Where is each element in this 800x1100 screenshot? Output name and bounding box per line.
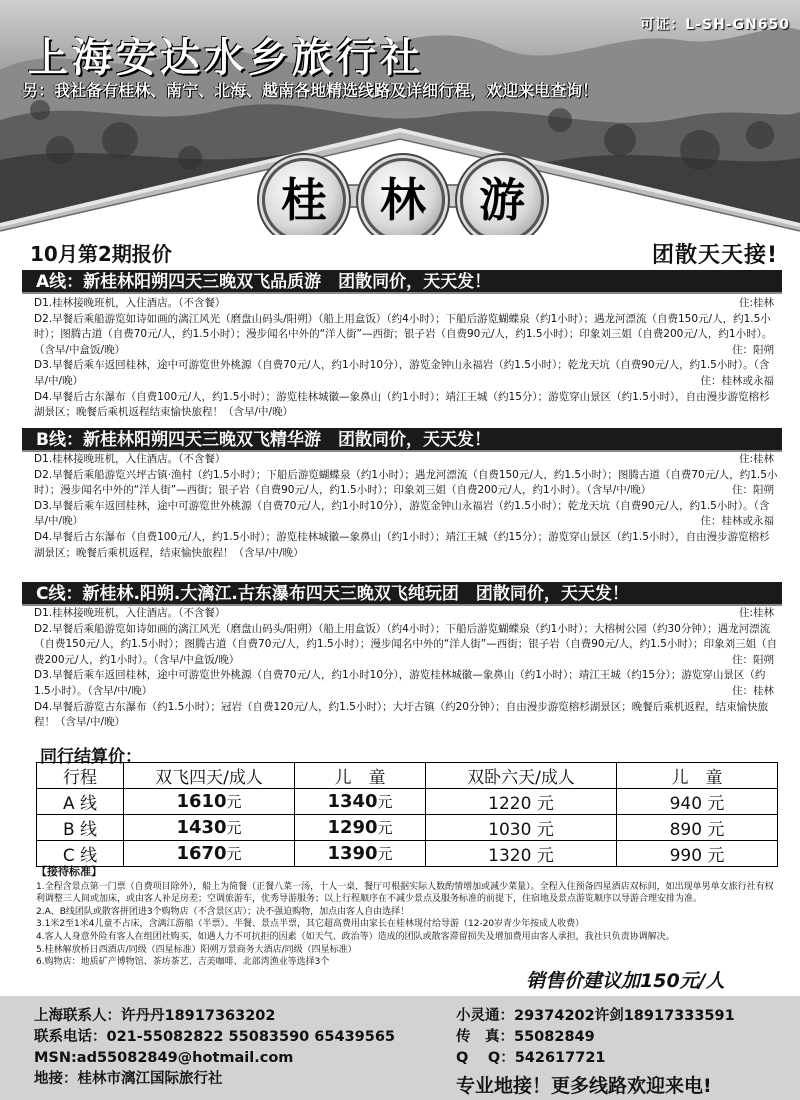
contact-phone: 联系电话：021-55082822 55083590 65439565 <box>34 1029 396 1045</box>
header-notice: 另：我社备有桂林、南宁、北海、越南各地精选线路及详细行程，欢迎来电查询！ <box>22 81 599 100</box>
contact-left <box>34 1006 395 1090</box>
price-cell: 1220 元 <box>426 789 617 815</box>
price-cell: 1290元 <box>295 815 426 841</box>
price-row-a <box>37 789 778 815</box>
period-label: 10月第2期报价 <box>30 242 172 266</box>
price-cell: 1030 元 <box>426 815 617 841</box>
route-b-title: B线：新桂林阳朔四天三晚双飞精华游 团散同价，天天发！ <box>22 428 782 452</box>
route-c-day-1: D1.桂林接晚班机，入住酒店。（不含餐） 住:桂林 <box>34 607 774 619</box>
service-terms <box>36 866 776 969</box>
price-title: 同行结算价： <box>40 747 142 767</box>
route-b-day-1: D1.桂林接晚班机，入住酒店。（不含餐） 住:桂林 <box>34 453 774 465</box>
route-c-day-4: D4.早餐后游览古东瀑布（约1.5小时）；冠岩（自费120元/人，约1.5小时）；大圩古镇（约20分钟）；自由漫步游览榕杉湖景区；晚餐后乘机返程，结束愉快旅程！（含早/中/晚） <box>34 700 769 729</box>
price-cell: 1340元 <box>295 789 426 815</box>
route-b-day-2: D2.早餐后乘船游览兴坪古镇·渔村（约1.5小时）；下船后游览蝴蝶泉（约1小时）；遇龙河漂流（自费150元/人，约1.5小时）；图腾古道（自费70元/人，约1.5小时）；漫步闻名中外的“洋人街”—西街；银子岩（自费90元/人，约1.5小时）；印象刘三姐（自费200元/人，约1小时）。（含早/中/晚） 住：阳朔 <box>34 468 778 497</box>
contact-phs: 小灵通：29374202许剑18917333591 <box>456 1008 735 1024</box>
route-a-day-1: D1.桂林接晚班机，入住酒店。（不含餐） 住:桂林 <box>34 297 774 309</box>
price-route: C 线 <box>37 841 124 867</box>
route-a-day-4: D4.早餐后古东瀑布（自费100元/人，约1.5小时）；游览桂林城徽—象鼻山（约1小时）；靖江王城（约15分）；游览穿山景区（约1.5小时），自由漫步游览榕杉湖景区；晚餐后乘机返程结束愉快旅程！（含早/中/晚） <box>34 390 770 419</box>
price-table <box>36 762 778 867</box>
header-train-adult: 双卧六天/成人 <box>426 763 617 789</box>
price-route: B 线 <box>37 815 124 841</box>
terms-line-2: 2.A、B线团队或散客拼团进3个购物店（不含景区店）；决不强迫购物，加点由客人自由选择！ <box>36 906 410 917</box>
terms-line-5: 5.桂林解放桥日西酒店/同级（四星标准）阳朔万景商务大酒店/同级（四星标准） <box>36 944 357 955</box>
title-char-2: 林 <box>361 158 445 235</box>
route-b-day-3: D3.早餐后乘车返回桂林，途中可游览世外桃源（自费70元/人，约1小时10分），游览金钟山永福岩（约1.5小时）；乾龙天坑（自费90元/人，约1.5小时）。（含早/中/晚） 住：桂林或永福 <box>34 499 774 528</box>
terms-heading: 【接待标准】 <box>36 865 102 878</box>
route-a-itinerary <box>34 296 778 421</box>
contact-qq: Q Q：542617721 <box>456 1050 606 1066</box>
route-c-day-2: D2.早餐后乘船游览如诗如画的漓江风光（磨盘山码头/阳朔）（船上用盒饭）（约4小时）；下船后游览蝴蝶泉（约1小时）；大榕树公园（约30分钟）；遇龙河漂流（自费150元/人，约1.5小时）；图腾古道（自费70元/人，约1.5小时）；漫步闻名中外的“洋人街”—西街；银子岩（自费90元/人，约1.5小时）；印象刘三姐（自费200元/人，约1小时）。（含早/中盒饭/晚） 住：阳朔 <box>34 622 778 666</box>
route-b-day-4: D4.早餐后古东瀑布（自费100元/人，约1.5小时）；游览桂林城徽—象鼻山（约1小时）；靖江王城（约15分）；游览穿山景区（约1.5小时），自由漫步游览榕杉湖景区；晚餐后乘机返程，结束愉快旅程！（含早/中/晚） <box>34 530 770 559</box>
route-c-day-3: D3.早餐后乘车返回桂林，途中可游览世外桃源（自费70元/人，约1小时10分），游览桂林城徽—象鼻山（约1小时）；靖江王城（约15分）；游览穿山景区（约1.5小时）。（含早/中/晚） 住：桂林 <box>34 669 774 697</box>
price-route: A 线 <box>37 789 124 815</box>
contact-fax: 传 真：55082849 <box>456 1029 595 1045</box>
contact-right <box>456 1006 735 1069</box>
price-cell: 890 元 <box>617 815 778 841</box>
terms-line-1: 1.全程含景点第一门票（自费项目除外），船上为简餐（正餐八菜一汤，十人一桌，餐厅可根据实际人数酌情增加或减少菜量）。全程入住预备四星酒店双标间，如出现单男单女旅行社有权利调整三人间或加床，或由客人补足房差；空调旅游车，优秀导游服务；以上行程顺序在不减少景点及服务标准的前提下，住宿地及景点游览顺序以导游合理安排为准。 <box>36 881 774 905</box>
contact-msn: MSN:ad55082849@hotmail.com <box>34 1050 294 1066</box>
price-row-c <box>37 841 778 867</box>
header-train-child: 儿 童 <box>617 763 778 789</box>
price-cell: 1670元 <box>124 841 295 867</box>
terms-line-6: 6.购物店：地质矿产博物馆、茶坊茶艺、吉美咖啡、北部湾渔业等选择3个 <box>36 957 330 968</box>
contact-local-agency: 地接：桂林市漓江国际旅行社 <box>34 1071 223 1087</box>
price-cell: 1610元 <box>124 789 295 815</box>
route-b-itinerary <box>34 452 778 561</box>
price-cell: 1390元 <box>295 841 426 867</box>
price-cell: 990 元 <box>617 841 778 867</box>
route-c-title: C线：新桂林.阳朔.大漓江.古东瀑布四天三晚双飞纯玩团 团散同价，天天发！ <box>22 582 782 606</box>
price-row-b <box>37 815 778 841</box>
price-cell: 1430元 <box>124 815 295 841</box>
title-char-1: 桂 <box>262 158 346 235</box>
route-a-day-3: D3.早餐后乘车返回桂林，途中可游览世外桃源（自费70元/人，约1小时10分），游览金钟山永福岩（约1.5小时）；乾龙天坑（自费90元/人，约1.5小时）。（含早/中/晚） 住：桂林或永福 <box>34 359 774 387</box>
header-banner <box>0 0 800 235</box>
daily-departure-label: 团散天天接! <box>651 243 778 268</box>
route-c-itinerary <box>34 606 778 731</box>
route-a-day-2: D2.早餐后乘船游览如诗如画的漓江风光（磨盘山码头/阳朔）（船上用盒饭）（约4小时）；下船后游览蝴蝶泉（约1小时）；遇龙河漂流（自费150元/人，约1.5小时）；图腾古道（自费70元/人，约1.5小时）；漫步闻名中外的“洋人街”—西街；银子岩（自费90元/人，约1.5小时）；印象刘三姐（自费200元/人，约1小时）。（含早/中盒饭/晚） 住：阳朔 <box>34 312 774 356</box>
agency-name: 上海安达水乡旅行社 <box>28 35 424 81</box>
route-a-title: A线：新桂林阳朔四天三晚双飞品质游 团散同价，天天发！ <box>22 270 782 294</box>
contact-person: 上海联系人：许丹丹18917363202 <box>34 1008 276 1024</box>
header-route: 行程 <box>37 763 124 789</box>
price-cell: 940 元 <box>617 789 778 815</box>
header-flight-adult: 双飞四天/成人 <box>124 763 295 789</box>
slogan: 专业地接！更多线路欢迎来电! <box>456 1075 712 1097</box>
price-header-row <box>37 763 778 789</box>
header-flight-child: 儿 童 <box>295 763 426 789</box>
price-cell: 1320 元 <box>426 841 617 867</box>
terms-line-4: 4.客人人身意外险有客人在组团社购买，如遇人力不可抗拒的因素（如天气、政治等）造成的团队或散客滞留损失及增加费用由客人承担，我社只负责协调解决。 <box>36 931 675 942</box>
license-number: 可证：L-SH-GN650 <box>640 17 790 33</box>
title-char-3: 游 <box>460 158 544 235</box>
suggested-price-note: 销售价建议加150元/人 <box>526 970 725 992</box>
terms-line-3: 3.1米2至1米4儿童不占床，含漓江游船（半票）、半餐、景点半票，其它超高费用由家长在桂林现付给导游（12-20岁青少年按成人收费） <box>36 919 585 930</box>
